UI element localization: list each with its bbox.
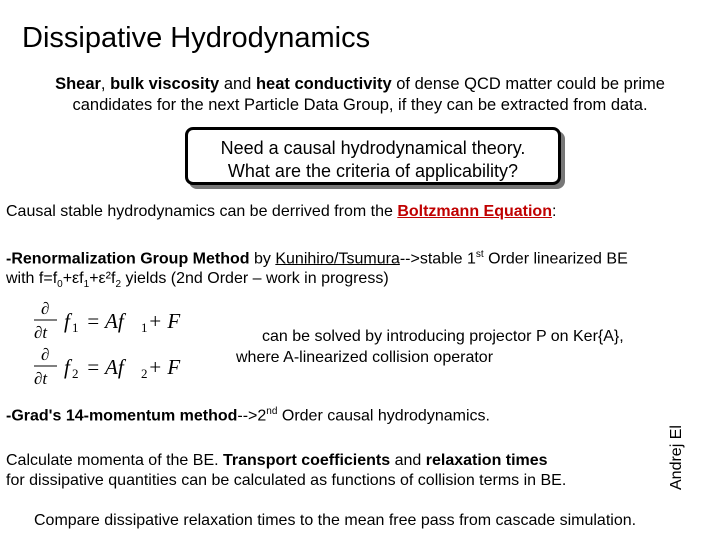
causal-prefix: Causal stable hydrodynamics can be derrived from the bbox=[6, 203, 398, 220]
rg-expansion-a: with f=f bbox=[6, 270, 58, 288]
eq1-partial-num: ∂ bbox=[41, 299, 50, 318]
eq1-lhs: f bbox=[64, 309, 70, 333]
projector-line-1: can be solved by introducing projector P on Ker{A}, bbox=[262, 328, 624, 345]
equation-2 bbox=[34, 345, 180, 388]
moments-and: and bbox=[390, 452, 426, 469]
intro-shear: Shear bbox=[55, 75, 101, 93]
eq2-rhs: = Af bbox=[86, 355, 124, 379]
eq2-lhs: f bbox=[64, 355, 70, 379]
intro-bulk: bulk viscosity bbox=[110, 75, 220, 93]
rg-expansion-d: yields (2nd Order – work in progress) bbox=[121, 270, 389, 288]
intro-sep: , bbox=[100, 75, 111, 93]
moments-paragraph bbox=[6, 451, 566, 491]
eq2-rhs-b: + F bbox=[148, 355, 181, 379]
author-name: Andrej El bbox=[668, 425, 685, 490]
grad-arrow: -->2 bbox=[237, 407, 267, 425]
eq2-partial-num: ∂ bbox=[41, 345, 50, 364]
author-label bbox=[666, 408, 688, 490]
projector-note bbox=[236, 326, 696, 368]
grad-title: -Grad's 14-momentum method bbox=[6, 407, 238, 425]
rg-authors: Kunihiro/Tsumura bbox=[275, 250, 400, 268]
eq2-lhs-sub: 2 bbox=[72, 366, 79, 381]
eq1-rhs: = Af bbox=[86, 309, 124, 333]
callout-line-2: What are the criteria of applicability? bbox=[227, 161, 519, 181]
rg-rest: Order linearized BE bbox=[483, 250, 628, 268]
grad-nd: nd bbox=[266, 406, 278, 417]
callout-line-1: Need a causal hydrodynamical theory. bbox=[220, 138, 526, 158]
rg-expansion-c: +ε²f bbox=[89, 270, 116, 288]
page-title: Dissipative Hydrodynamics bbox=[22, 22, 371, 54]
rg-sub-0: 0 bbox=[57, 279, 63, 291]
rg-by: by bbox=[249, 250, 276, 268]
compare-statement: Compare dissipative relaxation times to the mean free pass from cascade simulation. bbox=[34, 512, 637, 529]
moments-relaxation: relaxation times bbox=[425, 452, 548, 469]
grad-rest: Order causal hydrodynamics. bbox=[277, 407, 490, 425]
boltzmann-link[interactable]: Boltzmann Equation bbox=[397, 203, 552, 220]
rg-line-1 bbox=[6, 245, 628, 269]
equation-1 bbox=[34, 299, 180, 342]
rg-sub-1: 1 bbox=[83, 279, 90, 291]
moments-line-1 bbox=[6, 451, 566, 471]
grad-method bbox=[6, 406, 490, 425]
causal-suffix: : bbox=[551, 203, 557, 220]
rg-line-2 bbox=[6, 269, 628, 295]
callout-box bbox=[185, 127, 561, 185]
intro-heat: heat conductivity bbox=[255, 75, 392, 93]
eq1-partial-den: ∂t bbox=[34, 323, 48, 342]
moments-transport: Transport coefficients bbox=[223, 452, 391, 469]
eq1-lhs-sub: 1 bbox=[72, 320, 79, 335]
intro-and: and bbox=[219, 75, 256, 93]
eq2-rhs-sub: 2 bbox=[141, 366, 148, 381]
rg-st: st bbox=[475, 249, 484, 260]
rg-title: -Renormalization Group Method bbox=[6, 250, 250, 268]
intro-paragraph bbox=[20, 74, 700, 116]
eq1-rhs-sub: 1 bbox=[141, 320, 148, 335]
eq1-rhs-b: + F bbox=[148, 309, 181, 333]
moments-line-2: for dissipative quantities can be calculated as functions of collision terms in BE. bbox=[6, 472, 567, 489]
eq2-partial-den: ∂t bbox=[34, 369, 48, 388]
causal-statement bbox=[6, 203, 556, 221]
rg-arrow: -->stable 1 bbox=[399, 250, 476, 268]
projector-line-2: where A-linearized collision operator bbox=[236, 349, 494, 366]
moments-a: Calculate momenta of the BE. bbox=[6, 452, 223, 469]
rg-sub-2: 2 bbox=[115, 279, 121, 291]
rg-method bbox=[6, 245, 628, 296]
intro-rest: of dense QCD matter could be prime candidates for the next Particle Data Group, if they can be extracted from data. bbox=[72, 75, 665, 114]
rg-expansion-b: +εf bbox=[62, 270, 84, 288]
evolution-equations bbox=[30, 298, 230, 398]
